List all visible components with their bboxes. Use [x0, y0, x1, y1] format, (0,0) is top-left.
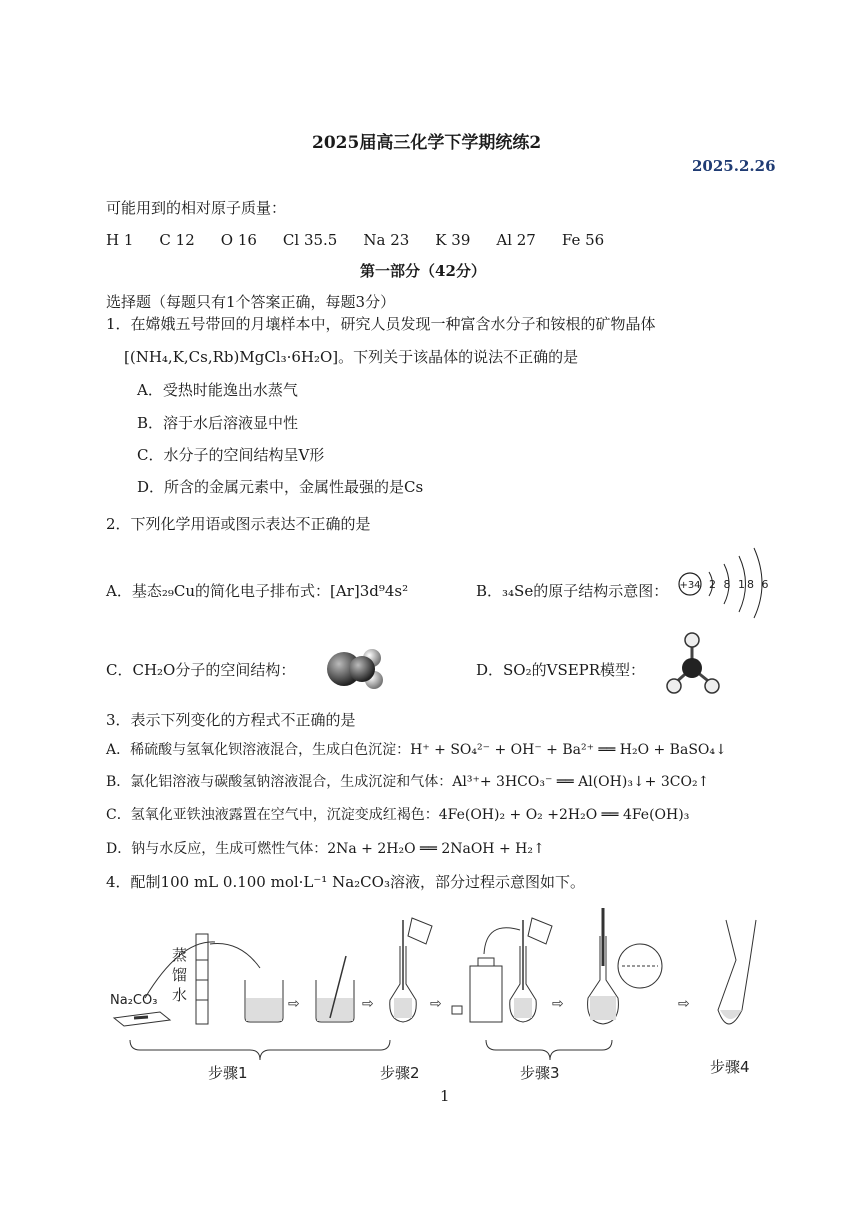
mass-al: Al 27	[496, 231, 536, 249]
beaker-pouring	[408, 918, 432, 944]
q2-option-d: D．SO₂的VSEPR模型：	[476, 661, 646, 679]
q2-option-a: A．基态₂₉Cu的简化电子排布式：[Ar]3d⁹4s²	[106, 582, 409, 600]
atomic-mass-label: 可能用到的相对原子质量：	[106, 199, 287, 217]
na2co3-label: Na₂CO₃	[110, 993, 158, 1008]
atomic-mass-list	[106, 231, 630, 249]
lone-pair-ball	[685, 633, 699, 647]
svg-text:⇨: ⇨	[552, 996, 564, 1012]
inverted-flask-shaking	[718, 920, 756, 1024]
mass-o: O 16	[220, 231, 257, 249]
q3-option-c: C．氢氧化亚铁浊液露置在空气中，沉淀变成红褐色：4Fe(OH)₂ + O₂ +2H₂O ══ 4Fe(OH)₃	[106, 807, 690, 823]
s-ball	[682, 658, 702, 678]
nucleus-charge: +34	[679, 580, 701, 591]
so2-vsepr-model	[664, 628, 724, 700]
q2-option-c: C．CH₂O分子的空间结构：	[106, 661, 296, 679]
step1-label: 步骤1	[208, 1064, 248, 1082]
step3-label: 步骤3	[520, 1064, 560, 1082]
mass-fe: Fe 56	[561, 231, 605, 249]
mass-cl: Cl 35.5	[282, 231, 338, 249]
q1-option-b: B．溶于水后溶液显中性	[137, 414, 299, 432]
o-ball-2	[705, 679, 719, 693]
pour-arrow-2	[210, 944, 260, 969]
wash-bottle	[470, 966, 502, 1022]
water-label-1: 蒸	[172, 946, 188, 964]
q1-stem-line2: [(NH₄,K,Cs,Rb)MgCl₃·6H₂O]。下列关于该晶体的说法不正确的是	[124, 348, 579, 366]
ch2o-space-filling-model	[322, 640, 392, 698]
q3-option-d: D．钠与水反应，生成可燃性气体：2Na + 2H₂O ══ 2NaOH + H₂↑	[106, 841, 545, 857]
shell-electrons: 2 8 18 6	[709, 578, 771, 591]
page-number: 1	[440, 1087, 450, 1105]
q3-stem: 3．表示下列变化的方程式不正确的是	[106, 711, 356, 729]
exam-date: 2025.2.26	[692, 157, 776, 175]
q1-option-a: A．受热时能逸出水蒸气	[137, 381, 298, 399]
graduated-cylinder	[196, 934, 208, 1024]
q3-option-b: B．氯化铝溶液与碳酸氢钠溶液混合，生成沉淀和气体：Al³⁺+ 3HCO₃⁻ ══ Al(OH)₃↓+ 3CO₂↑	[106, 774, 710, 790]
pour-arrow-3	[484, 928, 520, 954]
q1-option-d: D．所含的金属元素中，金属性最强的是Cs	[137, 478, 424, 496]
solution-preparation-diagram	[100, 900, 770, 1085]
q3-option-a: A．稀硫酸与氢氧化钡溶液混合，生成白色沉淀：H⁺ + SO₄²⁻ + OH⁻ + Ba²⁺ ══ H₂O + BaSO₄↓	[106, 742, 727, 758]
mass-h: H 1	[106, 231, 134, 249]
mass-na: Na 23	[363, 231, 410, 249]
weighing-paper	[114, 1012, 170, 1026]
o-ball-1	[667, 679, 681, 693]
instructions: 选择题（每题只有1个答案正确，每题3分）	[106, 293, 396, 311]
step4-label: 步骤4	[710, 1058, 750, 1076]
svg-text:⇨: ⇨	[678, 996, 690, 1012]
q2-option-b: B．₃₄Se的原子结构示意图：	[476, 582, 669, 600]
q2-stem: 2．下列化学用语或图示表达不正确的是	[106, 515, 371, 533]
q4-stem: 4．配制100 mL 0.100 mol·L⁻¹ Na₂CO₃溶液，部分过程示意图如下。	[106, 873, 585, 891]
part-title: 第一部分（42分）	[360, 262, 486, 280]
mass-c: C 12	[159, 231, 195, 249]
step2-label: 步骤2	[380, 1064, 420, 1082]
q1-stem-line1: 1．在嫦娥五号带回的月壤样本中，研究人员发现一种富含水分子和铵根的矿物晶体	[106, 315, 656, 333]
svg-text:⇨: ⇨	[362, 996, 374, 1012]
se-atom-structure-diagram	[676, 540, 786, 620]
svg-text:⇨: ⇨	[288, 996, 300, 1012]
c-atom	[349, 656, 375, 682]
svg-text:⇨: ⇨	[430, 996, 442, 1012]
water-label-2: 馏	[172, 966, 188, 984]
page-title: 2025届高三化学下学期统练2	[312, 133, 542, 153]
mass-k: K 39	[435, 231, 471, 249]
q1-option-c: C．水分子的空间结构呈V形	[137, 446, 325, 464]
water-label-3: 水	[172, 986, 188, 1004]
